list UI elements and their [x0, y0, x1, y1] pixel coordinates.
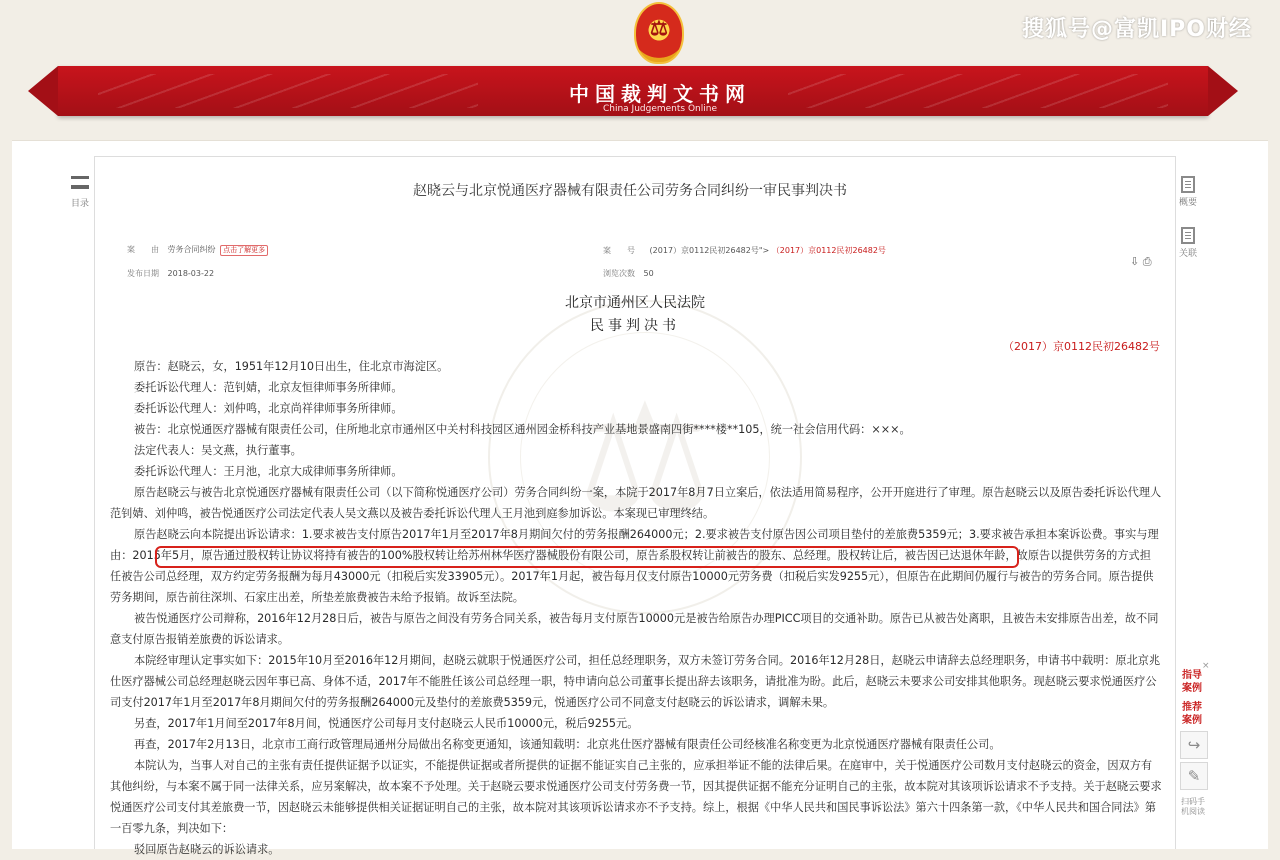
guide-case-tab[interactable]: 指导案例 — [1182, 670, 1202, 694]
highlight-annotation — [155, 546, 1019, 568]
paragraph: 原告：赵晓云，女，1951年12月10日出生，住北京市海淀区。 — [134, 360, 449, 373]
site-title[interactable]: 中国裁判文书网 — [569, 82, 751, 106]
paragraph: 被告：北京悦通医疗器械有限责任公司，住所地北京市通州区中关村科技园区通州园金桥科技产业基地景盛南四街****楼**105，统一社会信用代码：×××。 — [134, 423, 911, 436]
paragraph: 被告悦通医疗公司辩称，2016年12月28日后，被告与原告之间没有劳务合同关系，被告每月支付原告10000元是被告给原告办理PICC项目的交通补助。原告已从被告处离职，且被告未安排原告出差，故不同意支付原告报销差旅费的诉讼请求。 — [110, 612, 1159, 646]
overview-label: 概要 — [1178, 198, 1197, 208]
recommend-case-tab[interactable]: 推荐案例 — [1182, 702, 1202, 726]
court-emblem-icon: ⚖ — [634, 2, 684, 64]
related-button[interactable] — [1172, 227, 1204, 259]
site-subtitle: China Judgements Online — [602, 104, 717, 114]
meta-cause-value: 劳务合同纠纷 — [167, 245, 216, 254]
paragraph: 本院经审理认定事实如下：2015年10月至2016年12月期间，赵晓云就职于悦通医疗公司，担任总经理职务，双方未签订劳务合同。2016年12月28日，赵晓云申请辞去总经理职务，申请书中载明：原北京兆仕医疗器械公司总经理赵晓云因年事已高、身体不适，2017年不能胜任该公司总经理一职，特申请向总公司董事长提出辞去该职务，请批准为盼。此后，赵晓云未要求公司安排其他职务。现赵晓云要求悦通医疗公司支付2017年1月至2017年8月期间欠付的劳务报酬264000元及垫付的差旅费5359元，悦通医疗公司不同意支付赵晓云的诉讼请求，调解未果。 — [110, 654, 1161, 709]
download-icon[interactable]: ⇩ — [1130, 255, 1140, 268]
paragraph: 再查，2017年2月13日，北京市工商行政管理局通州分局做出名称变更通知，该通知载明：北京兆仕医疗器械有限责任公司经核准名称变更为北京悦通医疗器械有限责任公司。 — [134, 738, 1001, 751]
meta-cause — [127, 244, 268, 256]
meta-views-key: 浏览次数 — [603, 269, 635, 278]
close-icon[interactable]: × — [1202, 661, 1210, 671]
meta-caseno-raw: (2017）京0112民初26482号"> — [649, 246, 770, 255]
document-title: 赵晓云与北京悦通医疗器械有限责任公司劳务合同纠纷一审民事判决书 — [413, 183, 847, 199]
meta-cause-key: 案 由 — [127, 245, 159, 254]
scan-qr-label[interactable]: 扫码手机阅读 — [1181, 797, 1205, 816]
cause-more-link[interactable]: 点击了解更多 — [220, 245, 268, 256]
court-name: 北京市通州区人民法院 — [565, 295, 705, 311]
paragraph: 另查，2017年1月间至2017年8月间，悦通医疗公司每月支付赵晓云人民币10000元，税后9255元。 — [134, 717, 639, 730]
meta-caseno — [603, 245, 886, 256]
paragraph: 委托诉讼代理人：刘仲鸣，北京尚祥律师事务所律师。 — [134, 402, 403, 415]
document-tools — [1130, 255, 1152, 269]
related-doc-icon — [1181, 227, 1195, 244]
paragraph: 委托诉讼代理人：范钊婧，北京友恒律师事务所律师。 — [134, 381, 403, 394]
toc-button[interactable] — [64, 176, 96, 209]
watermark: 搜狐号@富凯IPO财经 — [1021, 17, 1252, 42]
meta-pubdate-key: 发布日期 — [127, 269, 159, 278]
document-icon — [1181, 176, 1195, 193]
meta-views-value: 50 — [643, 269, 654, 278]
document-body — [110, 356, 1162, 860]
meta-pubdate — [127, 268, 214, 279]
meta-views — [603, 268, 654, 279]
print-icon[interactable]: ⎙ — [1142, 255, 1152, 268]
paragraph: 原告赵晓云向本院提出诉讼请求：1.要求被告支付原告2017年1月至2017年8月期间欠付的劳务报酬264000元；2.要求被告支付原告因公司项目垫付的差旅费5359元；3.要求被告承担本案诉讼费。事实与理由：2015年5月，原告通过股权转让协议将持有被告的100%股权转让给苏州林华医疗器械股份有限公司，原告系股权转让前被告的股东、总经理。股权转让后，被告因已达退休年龄，故原告以提供劳务的方式担任被告公司总经理，双方约定劳务报酬为每月43000元（扣税后实发33905元）。2017年1月起，被告每月仅支付原告10000元劳务费（扣税后实发9255元），但原告在此期间仍履行与被告的劳务合同。原告提供劳务期间，原告前往深圳、石家庄出差，所垫差旅费被告未给予报销。故诉至法院。 — [110, 528, 1159, 604]
paragraph: 法定代表人：吴文燕，执行董事。 — [134, 444, 302, 457]
overview-button[interactable] — [1172, 176, 1204, 208]
paragraph: 委托诉讼代理人：王月池，北京大成律师事务所律师。 — [134, 465, 403, 478]
related-label: 关联 — [1178, 249, 1197, 259]
site-header — [0, 0, 1280, 132]
list-icon — [71, 176, 89, 188]
toc-label: 目录 — [70, 199, 89, 209]
paragraph: 原告赵晓云与被告北京悦通医疗器械有限责任公司（以下简称悦通医疗公司）劳务合同纠纷一案，本院于2017年8月7日立案后，依法适用简易程序，公开开庭进行了审理。原告赵晓云以及原告委托诉讼代理人范钊婧、刘仲鸣，被告悦通医疗公司法定代表人吴文燕以及被告委托诉讼代理人王月池到庭参加诉讼。本案现已审理终结。 — [110, 486, 1162, 520]
case-number: （2017）京0112民初26482号 — [1003, 340, 1160, 353]
edit-icon[interactable]: ✎ — [1180, 762, 1208, 790]
paragraph: 驳回原告赵晓云的诉讼请求。 — [134, 843, 280, 856]
banner-pattern-right — [788, 74, 1168, 108]
paragraph: 本院认为，当事人对自己的主张有责任提供证据予以证实，不能提供证据或者所提供的证据不能证实自己主张的，应承担举证不能的法律后果。在庭审中，关于悦通医疗公司数月支付赵晓云的资金，因双方有其他纠纷，与本案不属于同一法律关系，应另案解决，故本案不予处理。关于赵晓云要求悦通医疗公司支付劳务费一节，因其提供证据不能充分证明自己的主张，故本院对其该项诉讼请求不予支持。关于赵晓云要求悦通医疗公司支付其差旅费一节，因赵晓云未能够提供相关证据证明自己的主张，故本院对其该项诉讼请求亦不予支持。综上，根据《中华人民共和国民事诉讼法》第六十四条第一款，《中华人民共和国合同法》第一百零九条，判决如下： — [110, 759, 1162, 835]
judgment-kind: 民事判决书 — [590, 318, 680, 334]
meta-caseno-key: 案 号 — [603, 246, 635, 255]
meta-pubdate-value: 2018-03-22 — [167, 269, 215, 278]
share-icon[interactable]: ↪ — [1180, 731, 1208, 759]
banner-pattern-left — [98, 74, 478, 108]
meta-caseno-value: （2017）京0112民初26482号 — [771, 246, 886, 255]
